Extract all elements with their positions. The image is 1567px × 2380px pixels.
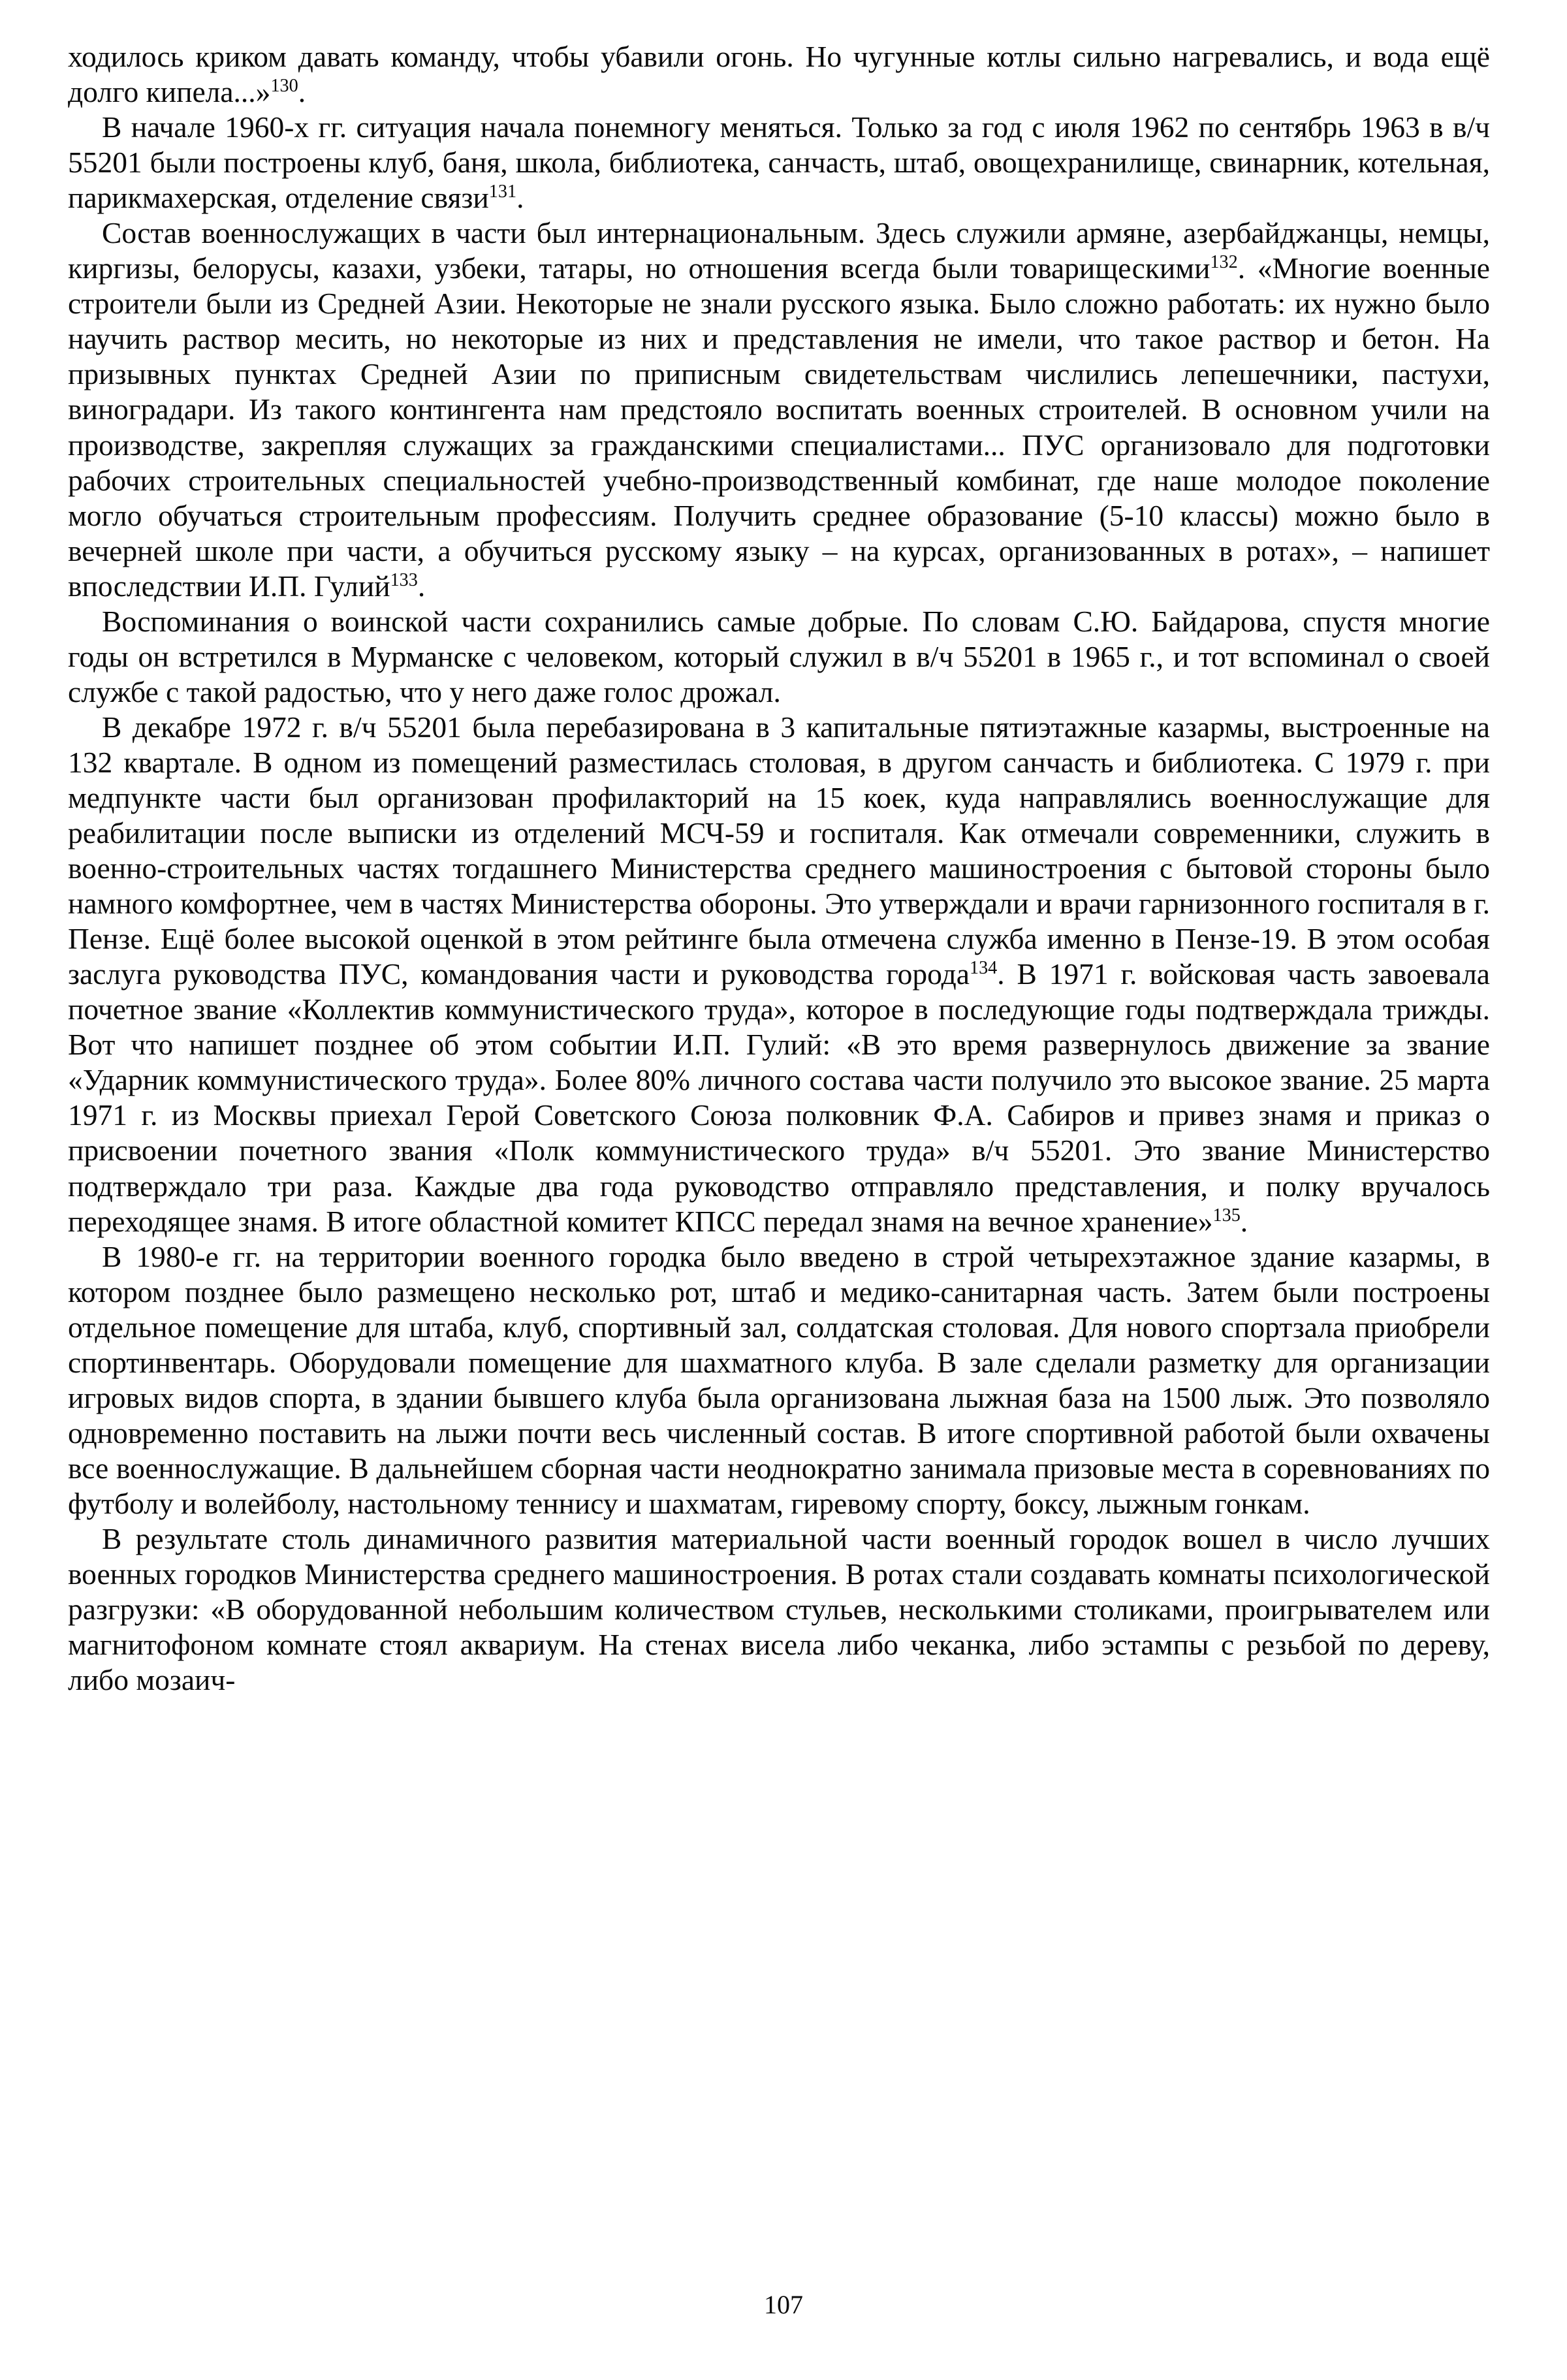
page-body [68, 39, 1490, 1698]
paragraph: Воспоминания о воинской части сохранились самые добрые. По словам С.Ю. Байдарова, спустя многие годы он встретился в Мурманске с человеком, который служил в в/ч 55201 в 1965 г., и тот вспоминал о своей службе с такой радостью, что у него даже голос дрожал. [68, 604, 1490, 708]
paragraph: В результате столь динамичного развития материальной части военный городок вошел в число лучших военных городков Министерства среднего машиностроения. В ротах стали создавать комнаты психологической разгрузки: «В оборудованной небольшим количеством стульев, несколькими столиками, проигрывателем или магнитофоном комнате стоял аквариум. На стенах висела либо чеканка, либо эстампы с резьбой по дереву, либо мозаич- [68, 1521, 1490, 1697]
paragraph: Состав военнослужащих в части был интернациональным. Здесь служили армяне, азербайджанцы, немцы, киргизы, белорусы, казахи, узбеки, татары, но отношения всегда были товарищескими$^{132}$. «Многие военные строители были из Средней Азии. Некоторые не знали русского языка. Было сложно работать: их нужно было научить раствор месить, но некоторые из них и представления не имели, что такое раствор и бетон. На призывных пунктах Средней Азии по приписным свидетельствам числились лепешечники, пастухи, виноградари. Из такого контингента нам предстояло воспитать военных строителей. В основном учили на производстве, закрепляя служащих за гражданскими специалистами... ПУС организовало для подготовки рабочих строительных специальностей учебно-производственный комбинат, где наше молодое поколение могло обучаться строительным профессиям. Получить среднее образование (5-10 классы) можно было в вечерней школе при части, а обучиться русскому языку – на курсах, организованных в ротах», – напишет впоследствии И.П. Гулий$^{133}$. [68, 216, 1490, 603]
paragraph: В декабре 1972 г. в/ч 55201 была перебазирована в 3 капитальные пятиэтажные казармы, выстроенные на 132 квартале. В одном из помещений разместилась столовая, в другом санчасть и библиотека. С 1979 г. при медпункте части был организован профилакторий на 15 коек, куда направлялись военнослужащие для реабилитации после выписки из отделений МСЧ-59 и госпиталя. Как отмечали современники, служить в военно-строительных частях тогдашнего Министерства среднего машиностроения с бытовой стороны было намного комфортнее, чем в частях Министерства обороны. Это утверждали и врачи гарнизонного госпиталя в г. Пензе. Ещё более высокой оценкой в этом рейтинге была отмечена служба именно в Пензе-19. В этом особая заслуга руководства ПУС, командования части и руководства города$^{134}$. В 1971 г. войсковая часть завоевала почетное звание «Коллектив коммунистического труда», которое в последующие годы подтверждала трижды. Вот что напишет позднее об этом событии И.П. Гулий: «В это время развернулось движение за звание «Ударник коммунистического труда». Более 80% личного состава части получило это высокое звание. 25 марта 1971 г. из Москвы приехал Герой Советского Союза полковник Ф.А. Сабиров и привез знамя и приказ о присвоении почетного звания «Полк коммунистического труда» в/ч 55201. Это звание Министерство подтверждало три раза. Каждые два года руководство отправляло представления, и полку вручалось переходящее знамя. В итоге областной комитет КПСС передал знамя на вечное хранение»$^{135}$. [68, 710, 1491, 1238]
footnote-reference: 132 [1210, 252, 1238, 273]
footnote-reference: 131 [488, 182, 517, 202]
paragraph: В 1980-е гг. на территории военного городка было введено в строй четырехэтажное здание казармы, в котором позднее было размещено несколько рот, штаб и медико-санитарная часть. Затем были построены отдельное помещение для штаба, клуб, спортивный зал, солдатская столовая. Для нового спортзала приобрели спортинвентарь. Оборудовали помещение для шахматного клуба. В зале сделали разметку для организации игровых видов спорта, в здании бывшего клуба была организована лыжная база на 1500 лыж. Это позволяло одновременно поставить на лыжи почти весь численный состав. В итоге спортивной работой были охвачены все военнослужащие. В дальнейшем сборная части неоднократно занимала призовые места в соревнованиях по футболу и волейболу, настольному теннису и шахматам, гиревому спорту, боксу, лыжным гонкам. [68, 1239, 1490, 1520]
footnote-reference: 135 [1212, 1205, 1241, 1226]
paragraph: В начале 1960-х гг. ситуация начала понемногу меняться. Только за год с июля 1962 по сентябрь 1963 в в/ч 55201 были построены клуб, баня, школа, библиотека, санчасть, штаб, овощехранилище, свинарник, котельная, парикмахерская, отделение связи$^{131}$. [68, 110, 1490, 215]
footnote-reference: 133 [390, 569, 418, 590]
page-number: 107 [764, 2290, 803, 2319]
paragraph: ходилось криком давать команду, чтобы убавили огонь. Но чугунные котлы сильно нагревались, и вода ещё долго кипела...»$^{130}$. [68, 40, 1490, 109]
footnote-reference: 130 [270, 75, 298, 96]
footnote-reference: 134 [969, 958, 998, 979]
